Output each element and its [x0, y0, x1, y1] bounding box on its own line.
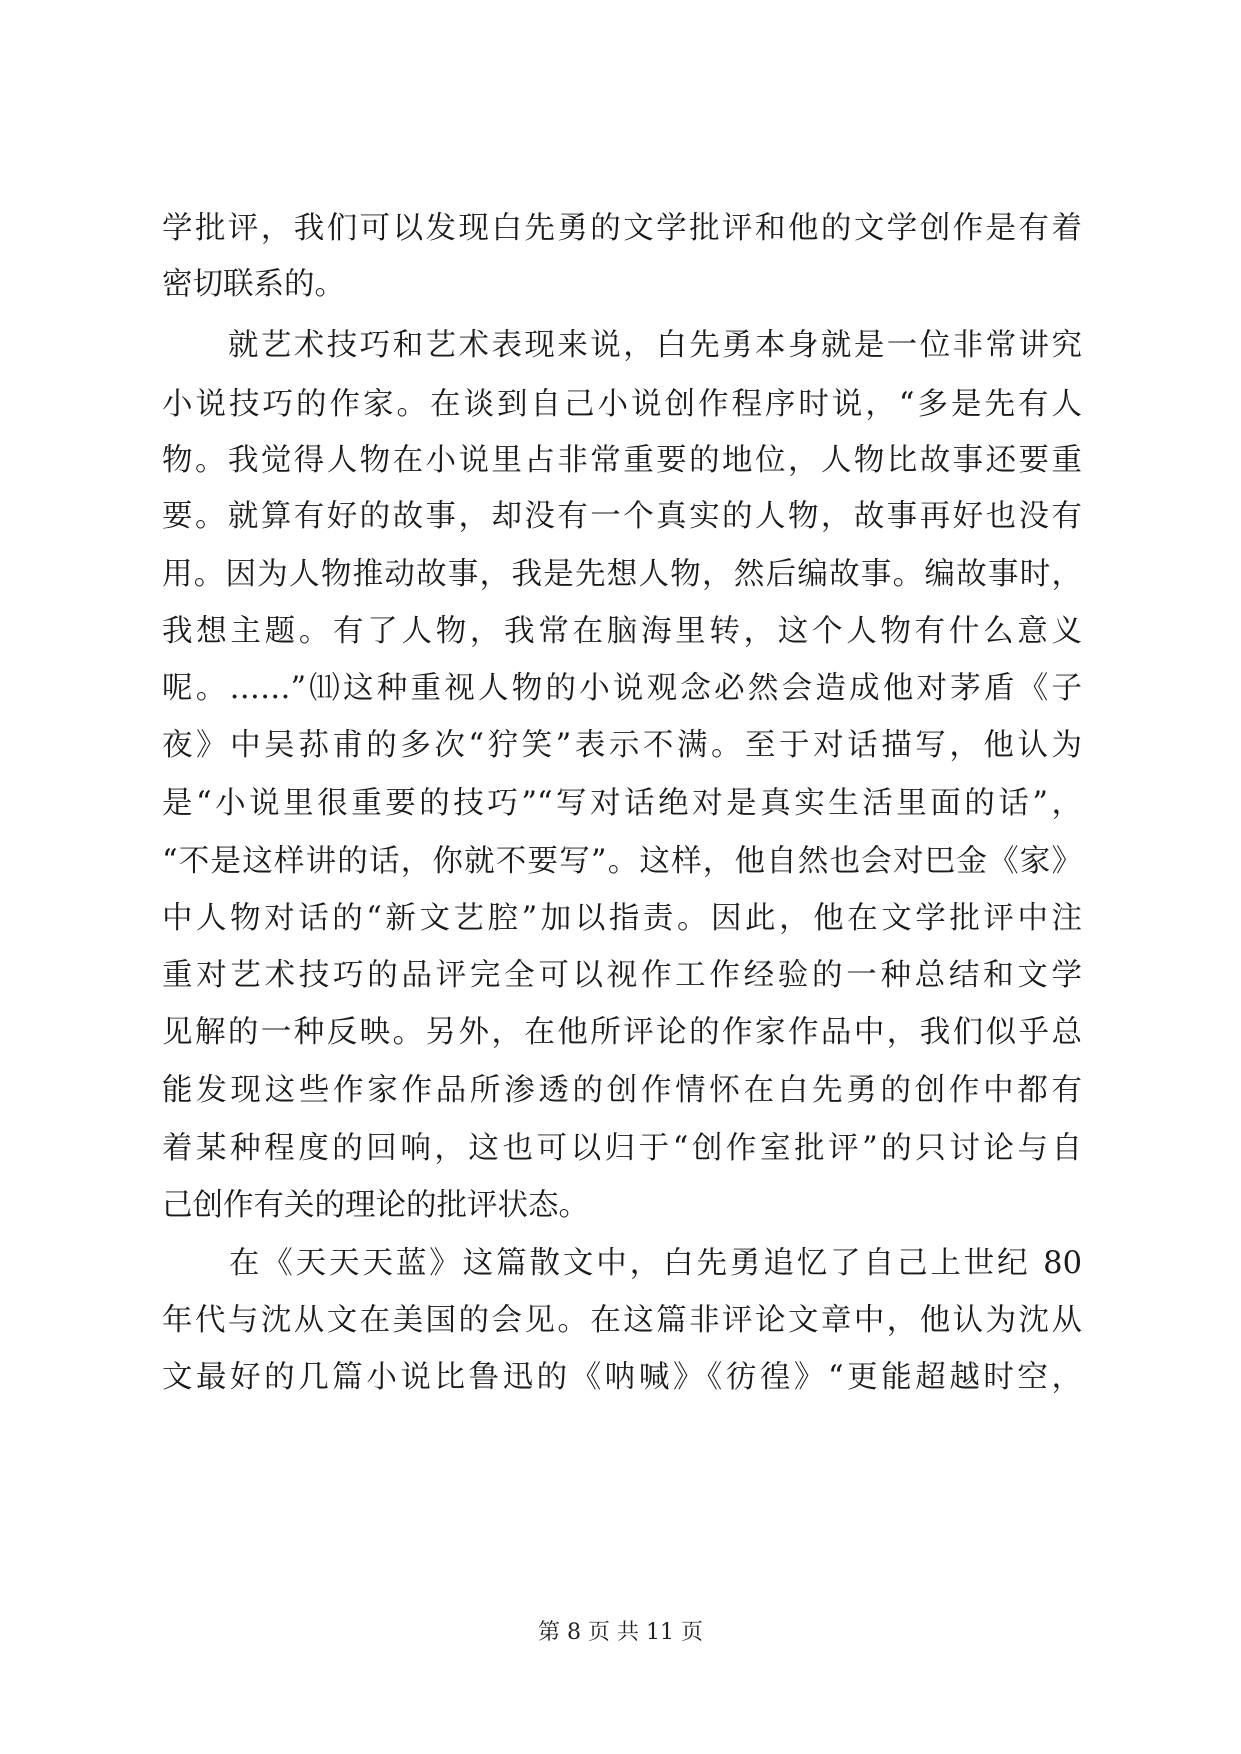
paragraph-2-line-16: 己创作有关的理论的批评状态。	[162, 1188, 589, 1223]
paragraph-3-line-1: 在《天天天蓝》这篇散文中，白先勇追忆了自己上世纪 80	[162, 1246, 1082, 1281]
paragraph-1-line-1: 学批评，我们可以发现白先勇的文学批评和他的文学创作是有着	[162, 211, 1082, 246]
paragraph-2-line-12: 重对艺术技巧的品评完全可以视作工作经验的一种总结和文学	[162, 958, 1082, 993]
paragraph-2-line-5: 用。因为人物推动故事，我是先想人物，然后编故事。编故事时，	[162, 557, 1082, 592]
paragraph-2-line-13: 见解的一种反映。另外，在他所评论的作家作品中，我们似乎总	[162, 1015, 1082, 1050]
paragraph-2-line-14: 能发现这些作家作品所渗透的创作情怀在白先勇的创作中都有	[162, 1073, 1082, 1108]
paragraph-2-line-10: “不是这样讲的话，你就不要写”。这样，他自然也会对巴金《家》	[162, 844, 1082, 879]
paragraph-2-line-7: 呢。……”⑾这种重视人物的小说观念必然会造成他对茅盾《子	[162, 671, 1082, 706]
paragraph-2-line-11: 中人物对话的“新文艺腔”加以指责。因此，他在文学批评中注	[162, 901, 1082, 936]
paragraph-2-line-6: 我想主题。有了人物，我常在脑海里转，这个人物有什么意义	[162, 614, 1082, 649]
paragraph-1-line-2: 密切联系的。	[162, 267, 345, 302]
paragraph-3-line-2: 年代与沈从文在美国的会见。在这篇非评论文章中，他认为沈从	[162, 1303, 1082, 1338]
page-footer: 第 8 页 共 11 页	[538, 1620, 703, 1645]
paragraph-2-line-3: 物。我觉得人物在小说里占非常重要的地位，人物比故事还要重	[162, 443, 1082, 478]
paragraph-2-line-1: 就艺术技巧和艺术表现来说，白先勇本身就是一位非常讲究	[162, 328, 1082, 363]
paragraph-2-line-4: 要。就算有好的故事，却没有一个真实的人物，故事再好也没有	[162, 499, 1082, 534]
paragraph-2-line-15: 着某种程度的回响，这也可以归于“创作室批评”的只讨论与自	[162, 1131, 1082, 1166]
paragraph-2-line-2: 小说技巧的作家。在谈到自己小说创作程序时说，“多是先有人	[162, 387, 1082, 422]
paragraph-2-line-9: 是“小说里很重要的技巧”“写对话绝对是真实生活里面的话”，	[162, 786, 1082, 821]
paragraph-2-line-8: 夜》中吴荪甫的多次“狞笑”表示不满。至于对话描写，他认为	[162, 728, 1082, 763]
paragraph-3-line-3: 文最好的几篇小说比鲁迅的《呐喊》《彷徨》“更能超越时空，	[162, 1360, 1082, 1395]
